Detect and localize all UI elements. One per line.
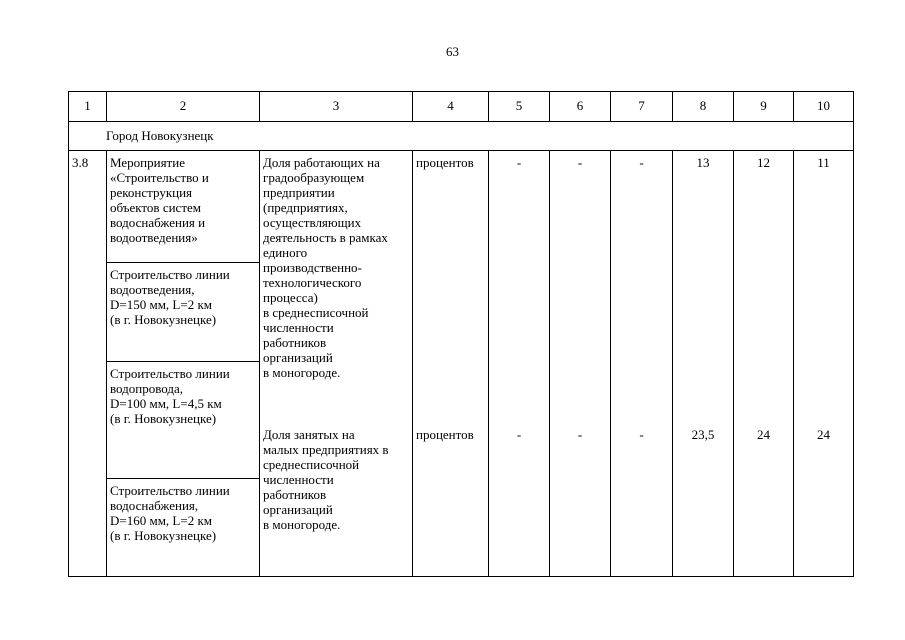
- measure-title: Мероприятие «Строительство и реконструкция объектов систем водоснабжения и водоотведения»: [107, 151, 260, 263]
- indicator-2-col10: 24: [817, 427, 830, 442]
- indicator-2-col8: 23,5: [691, 427, 715, 442]
- indicator-1-col8: 13: [696, 155, 710, 170]
- header-col-3: 3: [260, 92, 413, 122]
- row-number: 3.8: [69, 151, 107, 577]
- col8-cell: [673, 151, 734, 577]
- indicator-2-name: Доля занятых на малых предприятиях в среднесписочной численности работников организаций в моногороде.: [263, 427, 389, 532]
- header-col-2: 2: [107, 92, 260, 122]
- page-number: 63: [446, 44, 459, 59]
- indicator-2-unit: процентов: [416, 427, 474, 442]
- measure-subitem-2: Строительство линии водопровода, D=100 мм, L=4,5 км (в г. Новокузнецке): [107, 362, 260, 479]
- indicator-1-col9: 12: [757, 155, 770, 170]
- indicator-2-col6: -: [577, 427, 583, 442]
- indicator-2-col7: -: [639, 427, 644, 442]
- indicator-1-name: Доля работающих на градообразующем предприятии (предприятиях, осуществляющих деятельность в рамках единого производственно- технологического процесса) в среднесписочной численности работников организаций в моногороде.: [263, 155, 388, 380]
- header-col-8: 8: [673, 92, 734, 122]
- col9-cell: [734, 151, 794, 577]
- header-col-4: 4: [413, 92, 489, 122]
- indicator-1-col5: -: [516, 155, 522, 170]
- indicator-1-unit: процентов: [416, 155, 474, 170]
- program-table: [68, 91, 854, 577]
- header-col-1: 1: [69, 92, 107, 122]
- header-col-7: 7: [611, 92, 673, 122]
- section-title: Город Новокузнецк: [69, 122, 854, 151]
- indicators-cell: [260, 151, 413, 577]
- col5-cell: [489, 151, 550, 577]
- measure-subitem-3: Строительство линии водоснабжения, D=160 мм, L=2 км (в г. Новокузнецке): [107, 479, 260, 577]
- col10-cell: [794, 151, 854, 577]
- measure-subitem-1: Строительство линии водоотведения, D=150 мм, L=2 км (в г. Новокузнецке): [107, 263, 260, 362]
- header-col-6: 6: [550, 92, 611, 122]
- col7-cell: [611, 151, 673, 577]
- units-cell: [413, 151, 489, 577]
- indicator-1-col7: -: [639, 155, 644, 170]
- indicator-1-col6: -: [577, 155, 583, 170]
- header-col-9: 9: [734, 92, 794, 122]
- indicator-1-col10: 11: [817, 155, 830, 170]
- indicator-2-col5: -: [516, 427, 522, 442]
- col6-cell: [550, 151, 611, 577]
- header-col-10: 10: [794, 92, 854, 122]
- header-col-5: 5: [489, 92, 550, 122]
- indicator-2-col9: 24: [757, 427, 770, 442]
